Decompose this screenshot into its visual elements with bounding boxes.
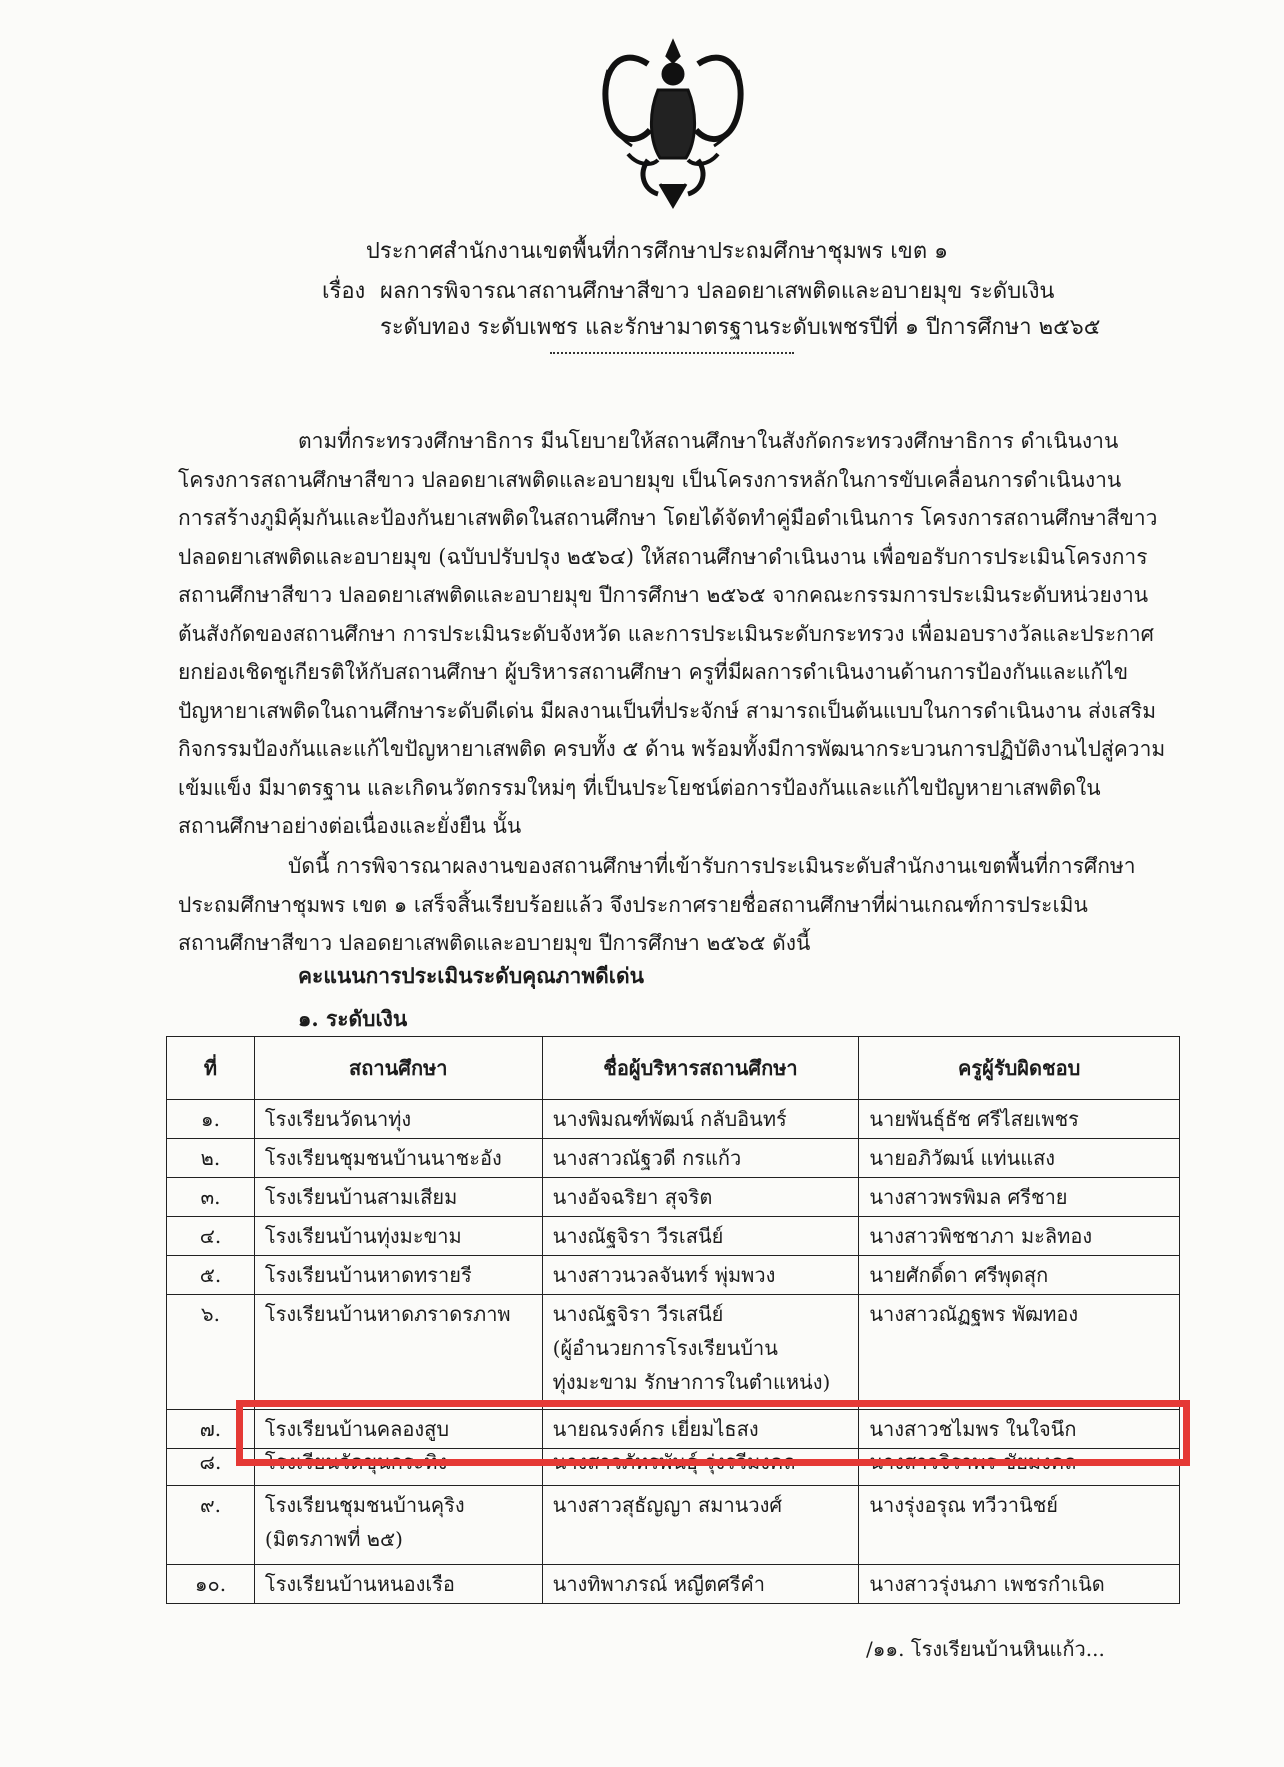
p1-line: สถานศึกษาอย่างต่อเนื่องและยั่งยืน นั้น — [178, 814, 522, 838]
col-header-school: สถานศึกษา — [254, 1037, 542, 1100]
admin-name: นางทิพาภรณ์ หญีตศรีคำ — [542, 1565, 859, 1604]
level-title: ๑. ระดับเงิน — [298, 1006, 408, 1031]
row-number: ๗. — [167, 1410, 255, 1449]
highlight-box — [236, 1400, 1190, 1466]
table-row — [167, 1178, 1180, 1217]
teacher-name: นางสาวชไมพร ในใจนึก — [859, 1410, 1180, 1449]
school-name: โรงเรียนชุมชนบ้านคุริง — [264, 1493, 465, 1517]
col-header-no: ที่ — [167, 1037, 255, 1100]
p1-line: ปัญหายาเสพติดในถานศึกษาระดับดีเด่น มีผลงานเป็นที่ประจักษ์ สามารถเป็นต้นแบบในการดำเนินงาน ส่งเสริม — [178, 698, 1157, 723]
table-row — [167, 1486, 1180, 1565]
subject-block — [322, 274, 1100, 346]
school-name: โรงเรียนบ้านทุ่งมะขาม — [254, 1217, 542, 1256]
teacher-name: นายพันธุ์ธัช ศรีไสยเพชร — [859, 1100, 1180, 1139]
admin-name: นางสาวณัฐวดี กรแก้ว — [542, 1139, 859, 1178]
col-header-admin: ชื่อผู้บริหารสถานศึกษา — [542, 1037, 859, 1100]
admin-name: นางณัฐจิรา วีรเสนีย์ — [542, 1217, 859, 1256]
subject-line-2: ระดับทอง ระดับเพชร และรักษามาตรฐานระดับเพชรปีที่ ๑ ปีการศึกษา ๒๕๖๕ — [380, 315, 1101, 340]
p2-line: สถานศึกษาสีขาว ปลอดยาเสพติดและอบายมุข ปีการศึกษา ๒๕๖๕ ดังนี้ — [178, 931, 811, 955]
p1-line: ตามที่กระทรวงศึกษาธิการ มีนโยบายให้สถานศึกษาในสังกัดกระทรวงศึกษาธิการ ดำเนินงาน — [298, 429, 1119, 453]
school-name: โรงเรียนวัดนาทุ่ง — [254, 1100, 542, 1139]
table-row — [167, 1256, 1180, 1295]
teacher-name: นางสาวรุ่งนภา เพชรกำเนิด — [859, 1565, 1180, 1604]
table-row — [167, 1100, 1180, 1139]
admin-name: นางสาวสุธัญญา สมานวงศ์ — [542, 1486, 859, 1565]
admin-name: นางอัจฉริยา สุจริต — [542, 1178, 859, 1217]
row-number: ๘. — [167, 1449, 255, 1486]
row-number: ๕. — [167, 1256, 255, 1295]
row-number: ๒. — [167, 1139, 255, 1178]
admin-name: นางสาวนวลจันทร์ พุ่มพวง — [542, 1256, 859, 1295]
school-name: โรงเรียนบ้านคลองสูบ — [254, 1410, 542, 1449]
paragraph-1 — [178, 422, 1165, 846]
school-name: โรงเรียนบ้านหาดทรายรี — [254, 1256, 542, 1295]
school-note: (มิตรภาพที่ ๒๕) — [264, 1527, 403, 1551]
school-name-cell — [254, 1486, 542, 1565]
row-number: ๖. — [167, 1295, 255, 1410]
school-name: โรงเรียนวัดขุนกระทิง — [254, 1449, 542, 1486]
subject-line-1: ผลการพิจารณาสถานศึกษาสีขาว ปลอดยาเสพติดและอบายมุข ระดับเงิน — [380, 279, 1055, 304]
p1-line: ปลอดยาเสพติดและอบายมุข (ฉบับปรับปรุง ๒๕๖๔) ให้สถานศึกษาดำเนินงาน เพื่อขอรับการประเมินโครงการ — [178, 544, 1148, 569]
subject-label: เรื่อง — [322, 279, 366, 304]
school-name: โรงเรียนบ้านหาดภราดรภาพ — [254, 1295, 542, 1410]
school-name: โรงเรียนบ้านหนองเรือ — [254, 1565, 542, 1604]
announcement-title: ประกาศสำนักงานเขตพื้นที่การศึกษาประถมศึกษาชุมพร เขต ๑ — [365, 239, 949, 264]
admin-note: (ผู้อำนวยการโรงเรียนบ้าน — [552, 1336, 778, 1360]
teacher-name: นายศักดิ์ดา ศรีพุดสุก — [859, 1256, 1180, 1295]
table-header-row — [167, 1037, 1180, 1100]
col-header-teacher: ครูผู้รับผิดชอบ — [859, 1037, 1180, 1100]
admin-name: นายณรงค์กร เยี่ยมไธสง — [542, 1410, 859, 1449]
p1-line: ยกย่องเชิดชูเกียรติให้กับสถานศึกษา ผู้บริหารสถานศึกษา ครูที่มีผลการดำเนินงานด้านการป้องกันและแก้ไข — [178, 660, 1129, 684]
teacher-name: นางสาวพิชชาภา มะลิทอง — [859, 1217, 1180, 1256]
admin-note: ทุ่งมะขาม รักษาการในตำแหน่ง) — [552, 1370, 831, 1394]
teacher-name: นางสาวณัฏฐพร พัฒทอง — [859, 1295, 1180, 1410]
p2-line: ประถมศึกษาชุมพร เขต ๑ เสร็จสิ้นเรียบร้อยแล้ว จึงประกาศรายชื่อสถานศึกษาที่ผ่านเกณฑ์การประเมิน — [178, 892, 1088, 917]
row-number: ๓. — [167, 1178, 255, 1217]
p1-line: การสร้างภูมิคุ้มกันและป้องกันยาเสพติดในสถานศึกษา โดยได้จัดทำคู่มือดำเนินการ โครงการสถานศึกษาสีขาว — [178, 506, 1158, 530]
row-number: ๑. — [167, 1100, 255, 1139]
school-name: โรงเรียนชุมชนบ้านนาชะอัง — [254, 1139, 542, 1178]
teacher-name: นางสาวจิราพร ชัยมงคล — [859, 1449, 1180, 1486]
table-row — [167, 1295, 1180, 1410]
admin-name: นางสาวภัทรพันธุ์ รุ่งรวีมงคล — [542, 1449, 859, 1486]
teacher-name: นางรุ่งอรุณ ทวีวานิชย์ — [859, 1486, 1180, 1565]
table-row — [167, 1565, 1180, 1604]
results-table — [166, 1036, 1180, 1604]
table-row — [167, 1217, 1180, 1256]
row-number: ๔. — [167, 1217, 255, 1256]
p1-line: โครงการสถานศึกษาสีขาว ปลอดยาเสพติดและอบายมุข เป็นโครงการหลักในการขับเคลื่อนการดำเนินงาน — [178, 467, 1122, 492]
p1-line: สถานศึกษาสีขาว ปลอดยาเสพติดและอบายมุข ปีการศึกษา ๒๕๖๕ จากคณะกรรมการประเมินระดับหน่วยงาน — [178, 583, 1149, 607]
row-number: ๙. — [167, 1486, 255, 1565]
admin-name: นางพิมณฑ์พัฒน์ กลับอินทร์ — [542, 1100, 859, 1139]
school-name: โรงเรียนบ้านสามเสียม — [254, 1178, 542, 1217]
teacher-name: นายอภิวัฒน์ แท่นแสง — [859, 1139, 1180, 1178]
dotted-divider — [550, 352, 794, 354]
teacher-name: นางสาวพรพิมล ศรีชาย — [859, 1178, 1180, 1217]
admin-name-cell — [542, 1295, 859, 1410]
table-row — [167, 1139, 1180, 1178]
admin-name: นางณัฐจิรา วีรเสนีย์ — [552, 1302, 724, 1326]
score-title: คะแนนการประเมินระดับคุณภาพดีเด่น — [298, 963, 644, 988]
p1-line: กิจกรรมป้องกันและแก้ไขปัญหายาเสพติด ครบทั้ง ๕ ด้าน พร้อมทั้งมีการพัฒนากระบวนการปฏิบัติงานไปสู่ความ — [178, 737, 1165, 761]
paragraph-2 — [178, 847, 1165, 963]
row-number: ๑๐. — [167, 1565, 255, 1604]
p1-line: เข้มแข็ง มีมาตรฐาน และเกิดนวัตกรรมใหม่ๆ ที่เป็นประโยชน์ต่อการป้องกันและแก้ไขปัญหายาเสพติดใน — [178, 775, 1101, 800]
garuda-emblem-icon — [588, 34, 758, 210]
p1-line: ต้นสังกัดของสถานศึกษา การประเมินระดับจังหวัด และการประเมินระดับกระทรวง เพื่อมอบรางวัลและประกาศ — [178, 621, 1154, 646]
continuation-note: /๑๑. โรงเรียนบ้านหินแก้ว... — [866, 1637, 1105, 1661]
p2-line: บัดนี้ การพิจารณาผลงานของสถานศึกษาที่เข้ารับการประเมินระดับสำนักงานเขตพื้นที่การศึกษา — [288, 854, 1136, 878]
